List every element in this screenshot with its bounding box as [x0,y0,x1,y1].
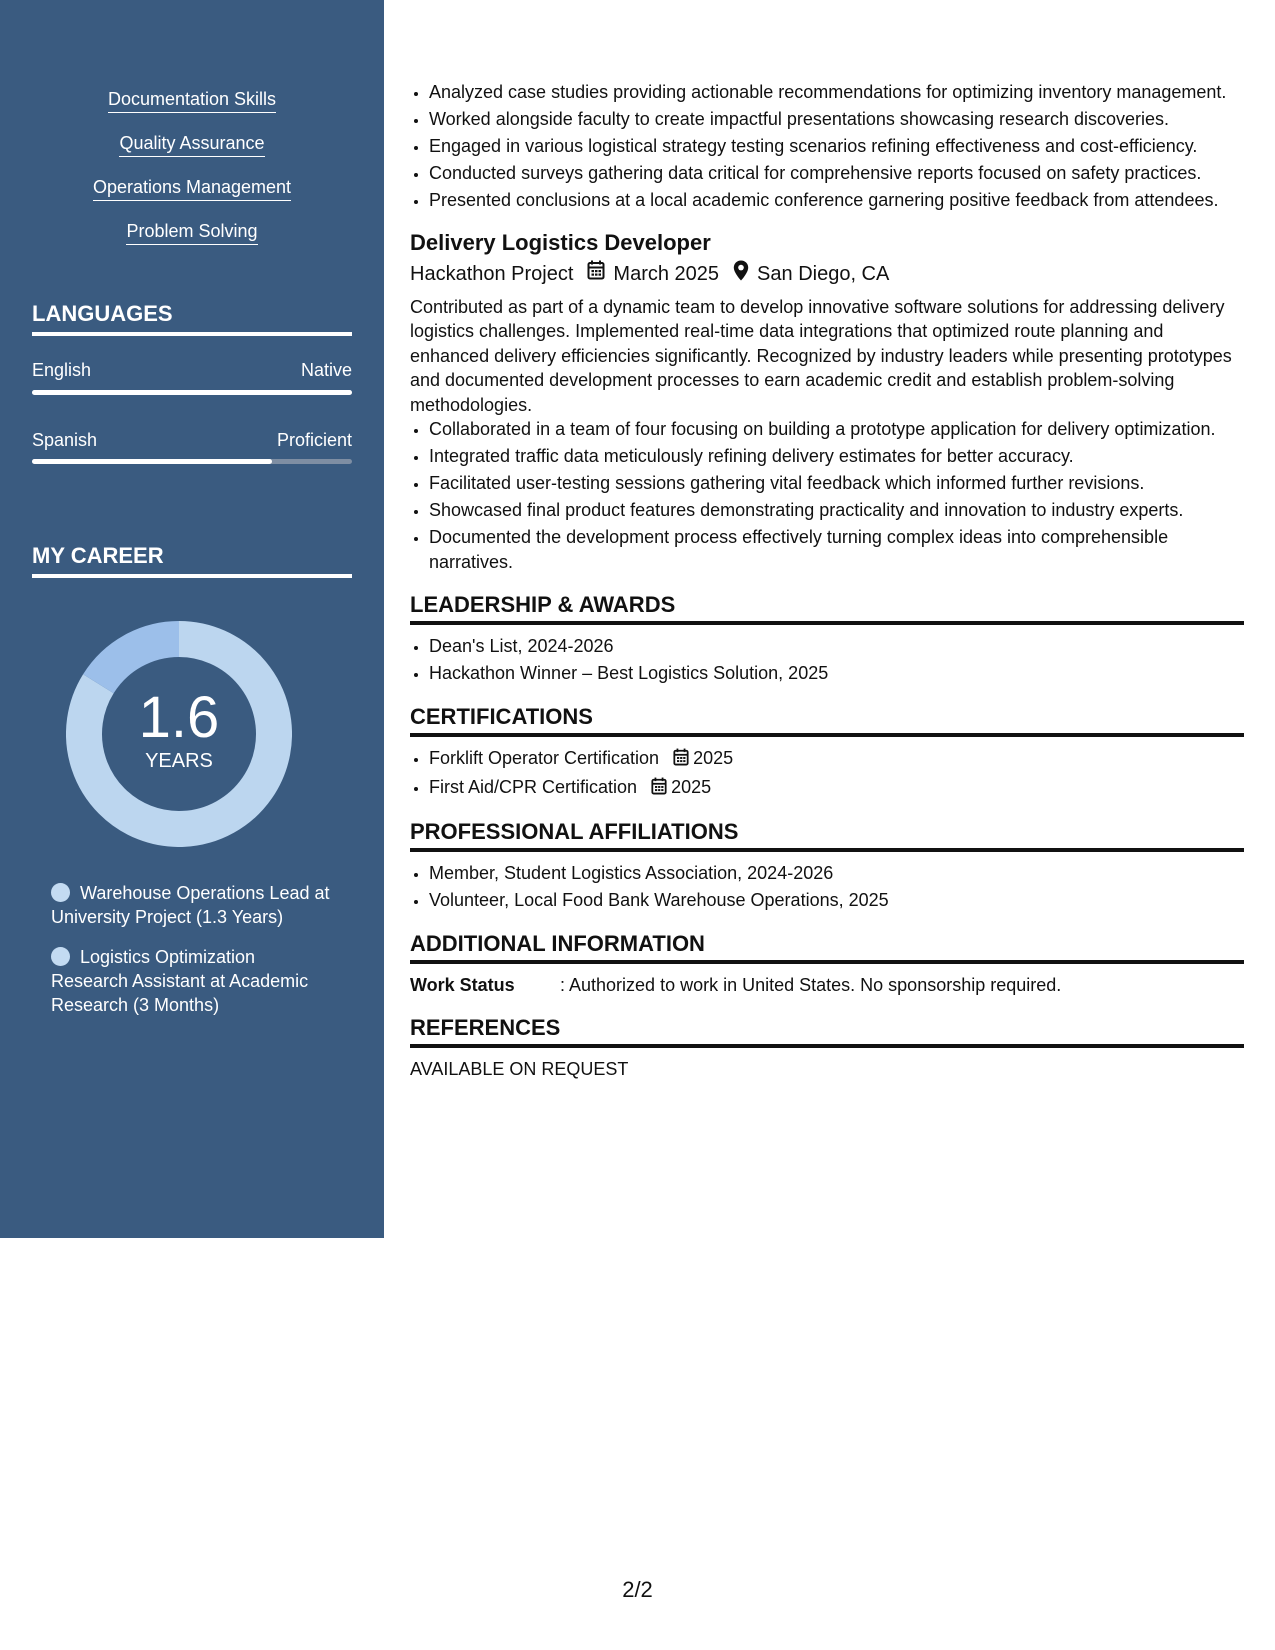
list-item: • Integrated traffic data meticulously refining delivery estimates for better accuracy. [429,444,1244,469]
affiliations-heading: PROFESSIONAL AFFILIATIONS [410,819,1244,852]
language-row-spanish [32,430,352,451]
location-pin-icon [733,260,749,289]
certifications-list [410,746,1244,802]
skill-item: Quality Assurance [119,132,264,157]
career-heading: MY CAREER [32,543,352,578]
job-meta [410,260,1244,289]
calendar-icon [673,748,689,773]
career-item [51,945,336,1017]
calendar-icon [651,777,667,802]
work-status-row [410,973,1244,997]
list-item: • Collaborated in a team of four focusing on building a prototype application for delivery optimization. [429,417,1244,442]
legend-dot-icon [51,883,70,902]
certification-name: First Aid/CPR Certification [429,776,638,797]
career-item [51,881,336,929]
leadership-list [410,634,1244,686]
skill-item: Operations Management [93,176,291,201]
language-level: Proficient [276,430,352,450]
job-bullets [410,417,1244,574]
skills-list [0,88,384,264]
certification-year: 2025 [693,747,734,768]
job-title: Delivery Logistics Developer [410,229,711,255]
work-status-value: : Authorized to work in United States. No sponsorship required. [560,974,1062,995]
job-org: Hackathon Project [410,263,574,285]
career-item-text: Warehouse Operations Lead at University Project (1.3 Years) [51,883,330,927]
sidebar [0,0,384,1238]
language-bar-spanish [32,459,352,464]
certification-name: Forklift Operator Certification [429,747,660,768]
page-number: 2/2 [622,1577,653,1602]
list-item: • Engaged in various logistical strategy testing scenarios refining effectiveness and cost-efficiency. [429,134,1244,159]
list-item: • Showcased final product features demonstrating practicality and innovation to industry experts. [429,498,1244,523]
list-item: • Dean's List, 2024-2026 [429,634,1244,659]
languages-heading: LANGUAGES [32,301,352,336]
list-item: • Worked alongside faculty to create impactful presentations showcasing research discoveries. [429,107,1244,132]
language-bar-fill [32,390,352,395]
career-total-years: 1.6 [138,684,220,750]
list-item: • Hackathon Winner – Best Logistics Solution, 2025 [429,661,1244,686]
references-text: AVAILABLE ON REQUEST [410,1058,629,1079]
legend-dot-icon [51,947,70,966]
list-item: • Presented conclusions at a local academic conference garnering positive feedback from attendees. [429,188,1244,213]
language-name: English [32,360,92,380]
language-row-english [32,360,352,381]
list-item: • Facilitated user-testing sessions gathering vital feedback which informed further revisions. [429,471,1244,496]
job-date: March 2025 [613,263,720,285]
skill-item: Problem Solving [126,220,257,245]
calendar-icon [587,260,605,288]
job-description: Contributed as part of a dynamic team to develop innovative software solutions for addressing delivery logistics challenges. Implemented real-time data integrations that optimized route planning and enhanced delivery efficiencies significantly. Recognized by industry leaders while presenting prototypes and documented development processes to earn academic credit and establish problem-solving methodologies. [410,296,1232,415]
list-item: • Analyzed case studies providing actionable recommendations for optimizing inventory management. [429,80,1244,105]
certifications-heading: CERTIFICATIONS [410,704,1244,737]
certification-item [429,775,1244,802]
affiliations-list [410,861,1244,913]
list-item: • Member, Student Logistics Association, 2024-2026 [429,861,1244,886]
certification-item [429,746,1244,773]
career-item-text: Logistics Optimization Research Assistant at Academic Research (3 Months) [51,947,309,1015]
job-location: San Diego, CA [757,263,890,285]
references-heading: REFERENCES [410,1015,1244,1048]
language-bar-english [32,390,352,395]
intro-bullets [410,80,1244,213]
language-bar-fill [32,459,272,464]
career-total-unit: YEARS [145,749,213,772]
language-name: Spanish [32,430,98,450]
work-status-label: Work Status [410,974,515,995]
language-level: Native [300,360,352,380]
leadership-heading: LEADERSHIP & AWARDS [410,592,1244,625]
additional-info-heading: ADDITIONAL INFORMATION [410,931,1244,964]
main-content [410,80,1244,1081]
list-item: • Volunteer, Local Food Bank Warehouse Operations, 2025 [429,888,1244,913]
list-item: • Documented the development process effectively turning complex ideas into comprehensible narratives. [429,525,1244,574]
career-donut [66,621,292,847]
certification-year: 2025 [671,776,712,797]
donut-center [66,621,292,847]
skill-item: Documentation Skills [108,88,276,113]
list-item: • Conducted surveys gathering data critical for comprehensive reports focused on safety practices. [429,161,1244,186]
